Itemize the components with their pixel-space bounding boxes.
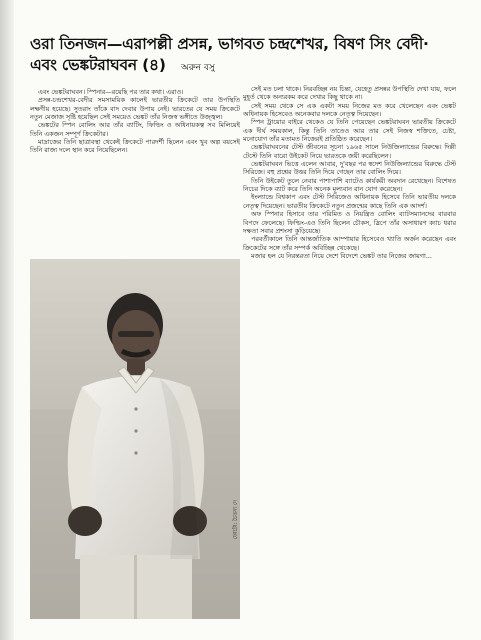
- paragraph: সেই মত চলা থাকে। নিরবচ্ছিন্ন নয় চিন্তা, যেহেতু প্রসন্নর উপস্থিতি দেখা যায়, ফলে মুহূর্ত থেকে অন্যরকম করে দেখার কিছু থাকে না।: [243, 85, 456, 102]
- paragraph: এবং ভেঙ্কটরাঘবন। স্পিনার—রয়েছি পর তার কথা। এরাও।: [38, 88, 184, 96]
- article-headline: [30, 34, 470, 79]
- paragraph: মজার হল যে নিরন্তরতা নিয়ে দেশে বিদেশে ভেঙ্কট তার নিজের জায়গা...: [251, 251, 432, 260]
- headline-line-1: ওরা তিনজন—এরাপল্লী প্রসন্ন, ভাগবত চন্দ্রশেখর, বিষণ সিং বেদী·: [30, 35, 429, 53]
- paragraph: ভেঙ্কটরাঘবন ভিত্তে এলেন আবার, দু'বছর পর স্বদেশ নিউজিল্যান্ডের বিরুদ্ধে টেস্ট সিরিজে। বহু প্রশ্নের উত্তর তিনি দিয়ে গেছেন তার বোলিং দিয়ে।: [243, 160, 456, 177]
- cricketer-photo-illustration: [30, 259, 240, 619]
- photo-credit: ফোটো: চৈতন্য দে: [233, 500, 239, 540]
- paragraph: ইংল্যান্ডে বিশ্বকাপ এবং টেস্ট সিরিজেও অধিনায়ক হিসেবে তিনি ভারতীয় দলকে নেতৃত্ব দিয়েছেন। ভারতীয় ক্রিকেটে নতুন প্রজন্মের কাছে তিনি এক আদর্শ।: [243, 193, 456, 210]
- cricketer-photo: [30, 259, 240, 619]
- headline-line-2: [30, 55, 470, 79]
- paragraph: মাদ্রাজের তিনি ছাত্রাবস্থা থেকেই ক্রিকেটে পারদর্শী ছিলেন এবং খুব অল্প বয়সেই তিনি রাজ্য দলে স্থান করে নিয়েছিলেন।: [30, 138, 240, 155]
- page-edge-shadow: [0, 0, 14, 640]
- paragraph: প্রসন্ন-চন্দ্রশেখর-বেদীর সমসাময়িক কালেই ভারতীয় ক্রিকেটে তার উপস্থিতি লক্ষণীয় হয়েছে। সুতরাং তাঁকে বাদ দেবার উপায় নেই। ভারতের যে সময় ক্রিকেটে নতুন মেজাজ সৃষ্টি হয়েছিল সেই সময়েও ভেঙ্কট তাঁর নিজস্ব ভঙ্গীতে উজ্জ্বল।: [30, 96, 240, 122]
- paragraph: ভেঙ্কটের স্পিন বোলিং আর তাঁর ব্যাটিং, ফিল্ডিং ও অধিনায়কত্ব সব মিলিয়েই তিনি একজন সম্পূর্ণ ক্রিকেটার।: [30, 121, 240, 138]
- right-column-text: [243, 85, 456, 615]
- paragraph: ভেঙ্কটরাঘবনের টেস্ট জীবনের সূচনা ১৯৬৫ সালে নিউজিল্যান্ডের বিরুদ্ধে। দিল্লী টেস্টে তিনি বারো উইকেট নিয়ে ভারতকে জয়ী করেছিলেন।: [243, 143, 456, 160]
- headline-line-2-text: এবং ভেঙ্কটরাঘবন (৪): [30, 56, 166, 74]
- paragraph: পরবর্তীকালে তিনি আন্তর্জাতিক আম্পায়ার হিসেবেও খ্যাতি অর্জন করেছেন এবং ক্রিকেটের সঙ্গে তাঁর সম্পর্ক অবিচ্ছিন্ন থেকেছে।: [243, 235, 456, 252]
- paragraph: তিনি উইকেট তুলে নেবার পাশাপাশি ব্যাটেও কার্যকরী অবদান রেখেছেন। বিশেষত নিচের দিকে ব্যাট করে তিনি অনেক মূল্যবান রান যোগ করেছেন।: [243, 176, 456, 194]
- author-byline: অরুন বসু: [180, 63, 215, 73]
- left-column-text: [30, 88, 240, 258]
- paragraph: অফ স্পিনার হিসাবে তার পরিমিত ও নিয়ন্ত্রিত বোলিং ব্যাটসম্যানদের বারবার বিপদে ফেলেছে। ফিল্ডিং-এও তিনি ছিলেন চৌকস, স্লিপে তাঁর অসাধারণ ক্যাচ ধরার দক্ষতা সবার প্রশংসা কুড়িয়েছে।: [243, 210, 456, 235]
- paragraph: সেই সময় থেকে সে এক একটা সময় নিজের মত করে খেলেছেন এবং ভেঙ্কট অধিনায়ক হিসেবেও অনেকবার দলকে নেতৃত্ব দিয়েছেন।: [243, 101, 456, 119]
- paragraph: স্পিন ট্রায়োর বাইরে থেকেও যে তিনি পেয়েছেন ভেঙ্কটরাঘবন ভারতীয় ক্রিকেটে এক দীর্ঘ সময়কাল, কিন্তু তিনি তাতেও আর তার সেই নিজস্ব শক্তিতে, চেষ্টা, মনোযোগ তাঁর মতামত নিজেরই প্রতিষ্ঠিত করেছেন।: [243, 118, 456, 144]
